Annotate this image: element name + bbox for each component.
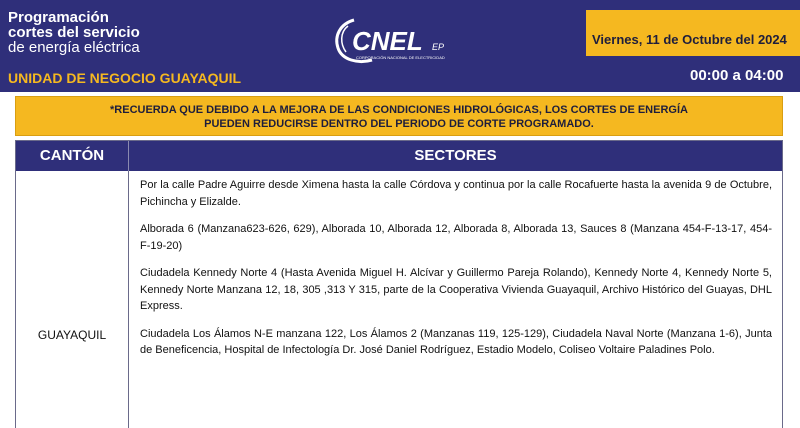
cnel-logo bbox=[332, 14, 482, 66]
notice-banner bbox=[15, 96, 783, 136]
logo-suffix: EP bbox=[432, 42, 445, 52]
page-title bbox=[8, 10, 140, 55]
sector-entry: Por la calle Padre Aguirre desde Ximena hasta la calle Córdova y continua por la calle Rocafuerte hasta la avenida 9 de Octubre, Pichincha y Elizalde. bbox=[140, 179, 772, 208]
schedule-hours: 00:00 a 04:00 bbox=[690, 67, 784, 84]
table-header bbox=[16, 141, 782, 171]
sectors-cell bbox=[140, 177, 772, 370]
title-line-2: cortes del servicio bbox=[8, 24, 140, 41]
sector-entry: Ciudadela Los Álamos N-E manzana 122, Los Álamos 2 (Manzanas 119, 125-129), Ciudadela Naval Norte (Manzana 1-6), Junta de Beneficencia, Hospital de Infectología Dr. José Daniel Rodríguez, Estadio Modelo, Coliseo Voltaire Paladines Polo. bbox=[140, 327, 772, 356]
canton-cell: GUAYAQUIL bbox=[37, 328, 107, 342]
logo-wordmark: CNEL bbox=[352, 26, 423, 56]
notice-line-2: PUEDEN REDUCIRSE DENTRO DEL PERIODO DE CORTE PROGRAMADO. bbox=[204, 118, 594, 130]
sector-entry: Alborada 6 (Manzana623-626, 629), Alborada 10, Alborada 12, Alborada 8, Alborada 13, Sauces 8 (Manzana 454-F-13-17, 454-F-19-20) bbox=[140, 223, 772, 252]
title-line-1: Programación bbox=[8, 9, 109, 26]
column-header-sectores: SECTORES bbox=[414, 147, 497, 164]
sector-entry: Ciudadela Kennedy Norte 4 (Hasta Avenida Miguel H. Alcívar y Guillermo Pareja Rolando), Kennedy Norte 4, Kennedy Norte 5, Kennedy Norte Manzana 12, 18, 305 ,313 Y 315, parte de la Cooperativa Vivienda Guayaquil, Archivo Histórico del Guayas, DHL Express. bbox=[140, 267, 772, 312]
title-line-3: de energía eléctrica bbox=[8, 39, 140, 56]
outage-table bbox=[15, 140, 783, 428]
column-divider bbox=[128, 171, 129, 428]
schedule-date: Viernes, 11 de Octubre del 2024 bbox=[592, 32, 787, 47]
notice-line-1: *RECUERDA QUE DEBIDO A LA MEJORA DE LAS CONDICIONES HIDROLÓGICAS, LOS CORTES DE ENERGÍA bbox=[110, 104, 688, 116]
column-header-canton: CANTÓN bbox=[39, 147, 105, 164]
header-banner bbox=[0, 0, 800, 92]
business-unit-label: UNIDAD DE NEGOCIO GUAYAQUIL bbox=[8, 70, 242, 86]
date-box bbox=[586, 10, 800, 56]
logo-subtitle: CORPORACIÓN NACIONAL DE ELECTRICIDAD bbox=[356, 55, 445, 60]
